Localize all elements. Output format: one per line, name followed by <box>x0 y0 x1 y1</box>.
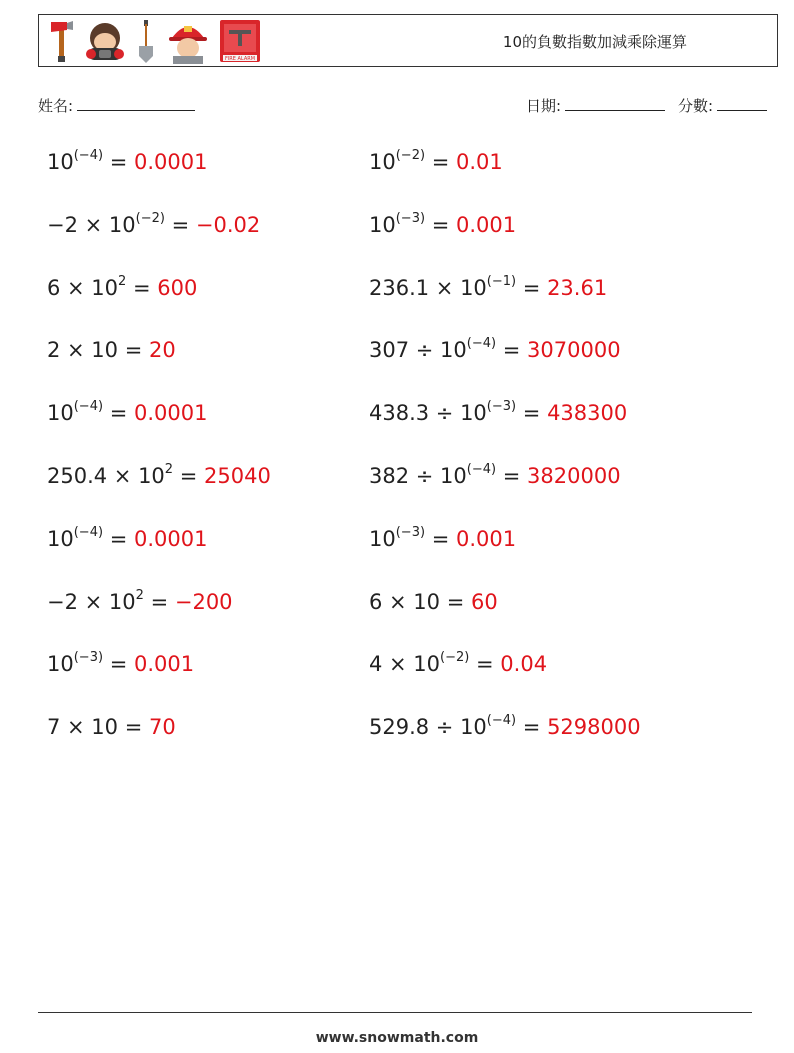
problem-expression: 438.3 ÷ 10 <box>369 401 487 426</box>
problem-right-10 <box>369 715 641 739</box>
problem-answer: 20 <box>148 338 176 363</box>
fire-alarm-label: FIRE ALARM <box>224 56 256 62</box>
worksheet-title: 10的負數指數加減乘除運算 <box>502 33 687 51</box>
equals-sign: = <box>118 715 149 740</box>
problem-answer: 0.0001 <box>134 150 208 174</box>
equals-sign: = <box>516 275 548 300</box>
problem-answer: 60 <box>470 589 498 614</box>
problem-exponent: (−4) <box>73 524 104 540</box>
problem-exponent: (−3) <box>486 399 517 415</box>
problem-right-9 <box>369 652 547 676</box>
problem-exponent: (−3) <box>395 524 426 540</box>
problem-expression: 10 <box>369 150 396 174</box>
problem-answer: 0.001 <box>456 526 517 551</box>
equals-sign: = <box>173 464 205 488</box>
equals-sign: = <box>425 526 456 551</box>
problem-left-8 <box>47 587 233 614</box>
problem-exponent: (−1) <box>486 273 517 289</box>
problem-left-7 <box>47 524 208 551</box>
problem-right-8 <box>369 590 498 614</box>
problem-expression: 529.8 ÷ 10 <box>369 715 487 740</box>
problem-exponent: (−2) <box>135 210 165 226</box>
equals-sign: = <box>126 275 158 300</box>
date-label: 日期: <box>526 97 562 115</box>
problem-exponent: 2 <box>135 587 144 603</box>
problem-expression: 10 <box>369 212 396 237</box>
problem-expression: 250.4 × 10 <box>47 464 165 488</box>
worksheet-header <box>38 14 778 67</box>
problem-expression: −2 × 10 <box>47 589 136 614</box>
problem-right-4 <box>369 338 621 362</box>
equals-sign: = <box>425 150 456 174</box>
problem-answer: 600 <box>157 275 198 300</box>
problem-exponent: (−3) <box>73 650 104 666</box>
problem-answer: 0.001 <box>456 212 517 237</box>
problem-right-2 <box>369 210 517 237</box>
problem-answer: 70 <box>148 715 176 740</box>
equals-sign: = <box>164 212 196 237</box>
icon-strip <box>47 18 261 64</box>
problem-left-6 <box>47 464 271 488</box>
equals-sign: = <box>103 150 134 174</box>
equals-sign: = <box>496 338 528 363</box>
name-label: 姓名: <box>38 97 74 115</box>
problem-answer: 0.0001 <box>134 401 208 426</box>
problem-exponent: (−4) <box>73 399 104 415</box>
problem-expression: 2 × 10 <box>47 338 119 363</box>
problem-exponent: (−4) <box>466 336 497 352</box>
problem-answer: 0.04 <box>500 652 548 677</box>
problem-exponent: (−2) <box>395 148 426 163</box>
problem-left-9 <box>47 652 194 676</box>
problem-answer: −200 <box>174 589 233 614</box>
problem-exponent: (−4) <box>466 462 497 477</box>
fire-axe-icon <box>47 18 75 64</box>
name-field <box>38 95 195 116</box>
equals-sign: = <box>440 589 471 614</box>
problem-expression: 10 <box>47 526 74 551</box>
problem-expression: 6 × 10 <box>47 275 119 300</box>
problem-answer: 0.0001 <box>134 526 208 551</box>
problem-answer: 23.61 <box>547 275 608 300</box>
problem-answer: −0.02 <box>195 212 261 237</box>
problem-left-4 <box>47 338 176 362</box>
problem-exponent: (−4) <box>73 148 104 163</box>
problem-left-5 <box>47 401 207 425</box>
problem-left-10 <box>47 715 176 739</box>
score-blank[interactable] <box>717 96 767 111</box>
problem-right-6 <box>369 464 621 488</box>
shovel-icon <box>135 18 157 64</box>
firefighter-icon <box>167 18 209 64</box>
problem-exponent: (−2) <box>440 650 470 666</box>
equals-sign: = <box>118 338 149 363</box>
problem-expression: 382 ÷ 10 <box>369 464 467 488</box>
score-label: 分數: <box>678 97 714 115</box>
problem-exponent: 2 <box>118 273 127 289</box>
equals-sign: = <box>425 212 456 237</box>
problem-answer: 3070000 <box>527 338 621 363</box>
equals-sign: = <box>469 652 501 677</box>
problem-answer: 438300 <box>547 401 628 426</box>
gas-mask-icon <box>85 18 125 64</box>
problem-right-3 <box>369 273 608 300</box>
footer-divider <box>38 1012 752 1013</box>
problem-expression: 7 × 10 <box>47 715 119 740</box>
problem-answer: 0.001 <box>134 652 195 677</box>
equals-sign: = <box>103 652 134 677</box>
equals-sign: = <box>516 715 548 740</box>
problem-answer: 0.01 <box>456 150 503 174</box>
problem-expression: 307 ÷ 10 <box>369 338 467 363</box>
problem-expression: 10 <box>47 401 74 426</box>
equals-sign: = <box>103 401 134 426</box>
problem-left-3 <box>47 273 198 300</box>
problem-answer: 5298000 <box>547 715 641 740</box>
problem-exponent: (−3) <box>395 210 426 226</box>
problem-expression: 10 <box>47 150 74 174</box>
equals-sign: = <box>103 526 134 551</box>
problem-right-7 <box>369 524 517 551</box>
problem-expression: 4 × 10 <box>369 652 441 677</box>
equals-sign: = <box>516 401 548 426</box>
problem-left-2 <box>47 210 261 237</box>
problem-left-1 <box>47 150 207 174</box>
problem-expression: 10 <box>47 652 74 677</box>
fire-alarm-icon <box>219 18 261 64</box>
equals-sign: = <box>496 464 528 488</box>
date-blank[interactable] <box>565 96 665 111</box>
score-field <box>678 95 767 116</box>
equals-sign: = <box>143 589 175 614</box>
problem-exponent: (−4) <box>486 713 517 729</box>
problem-expression: 10 <box>369 526 396 551</box>
problem-exponent: 2 <box>164 462 174 477</box>
problem-expression: −2 × 10 <box>47 212 136 237</box>
problem-expression: 6 × 10 <box>369 589 441 614</box>
footer-website: www.snowmath.com <box>315 1030 479 1046</box>
problem-right-1 <box>369 150 503 174</box>
problem-answer: 25040 <box>204 464 271 488</box>
problem-expression: 236.1 × 10 <box>369 275 487 300</box>
problem-answer: 3820000 <box>527 464 621 488</box>
name-blank[interactable] <box>77 96 195 111</box>
date-field <box>526 95 665 116</box>
problem-right-5 <box>369 401 627 425</box>
